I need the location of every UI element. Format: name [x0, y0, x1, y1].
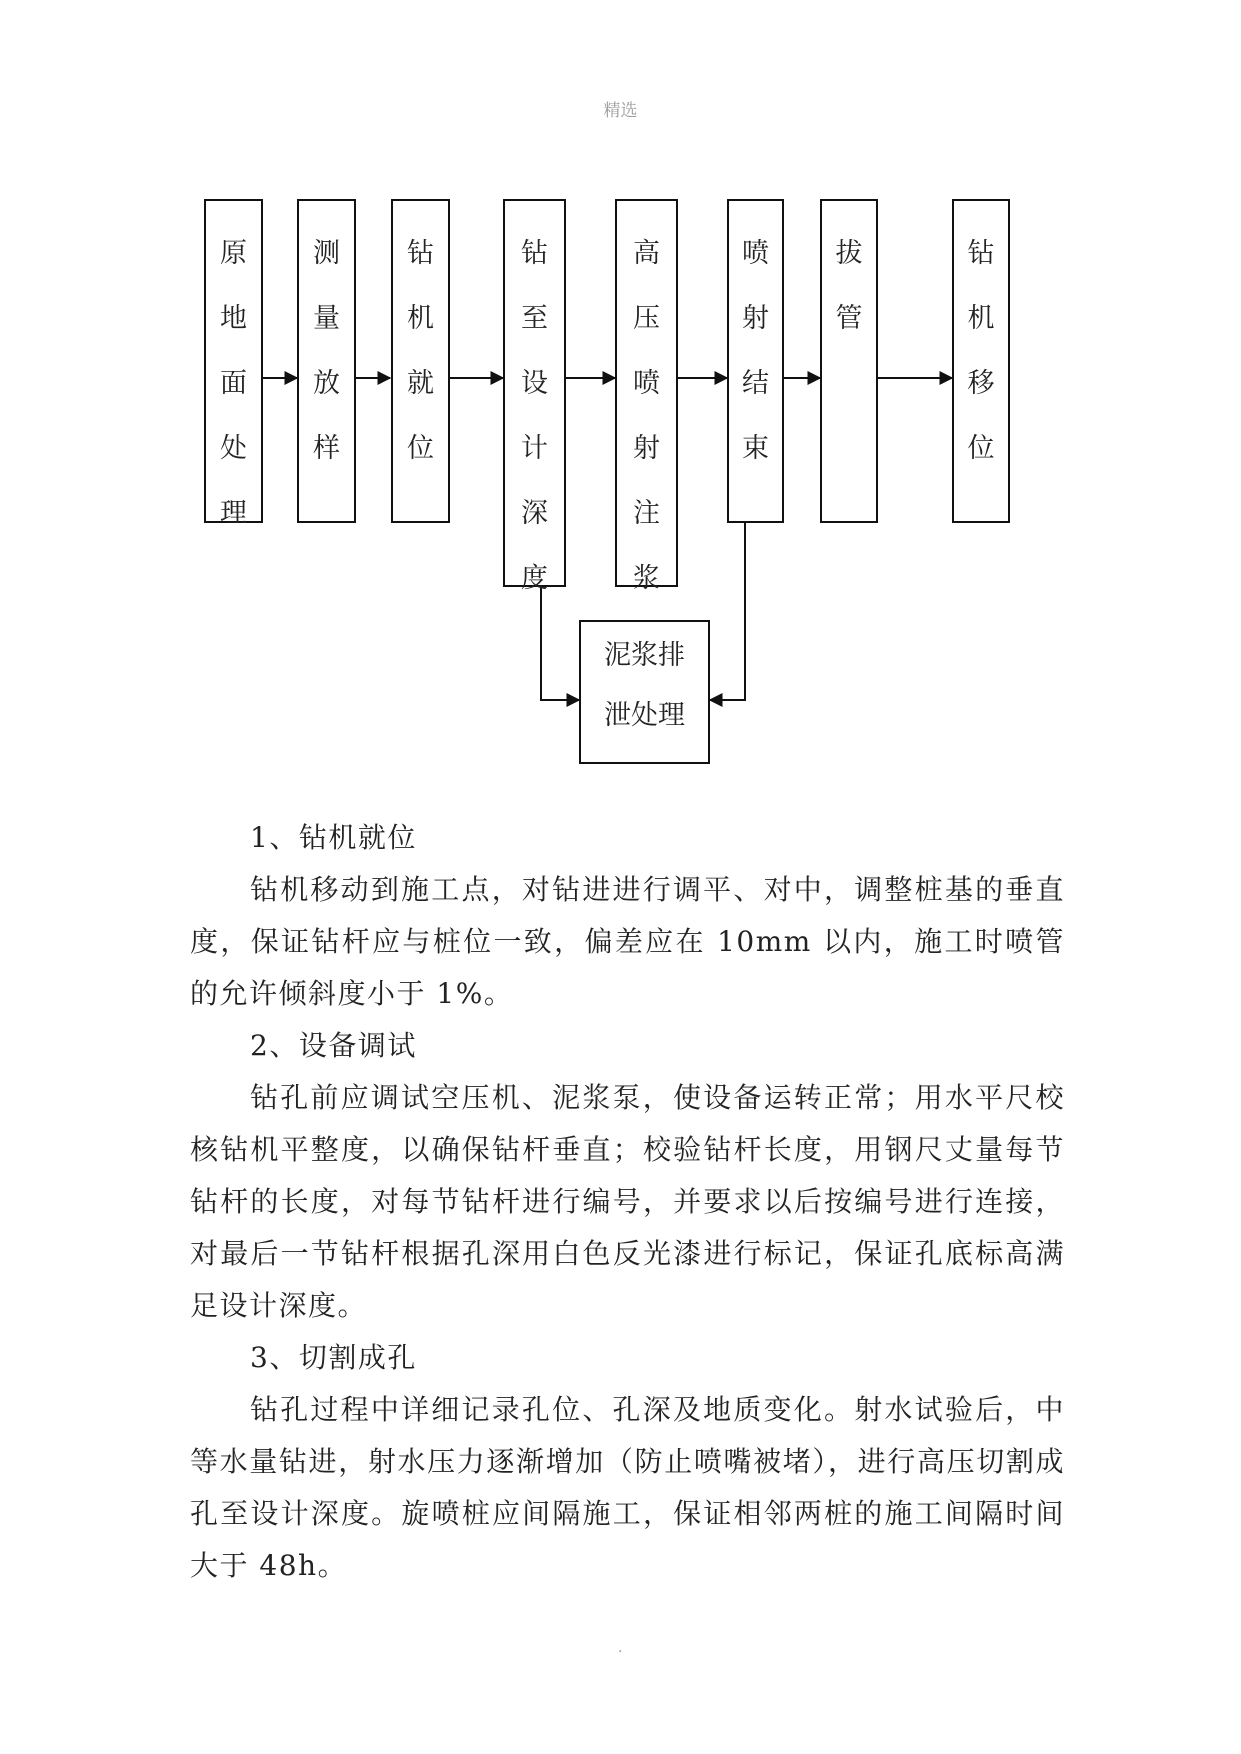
section-1-body: 钻机移动到施工点，对钻进进行调平、对中，调整桩基的垂直度，保证钻杆应与桩位一致，偏差应在 10mm 以内，施工时喷管的允许倾斜度小于 1%。 — [190, 873, 1065, 1010]
section-1-heading: 1、钻机就位 — [250, 821, 417, 854]
step-jet-end: 喷 射 结 束 — [727, 199, 784, 523]
step-rig-relocation: 钻 机 移 位 — [952, 199, 1010, 523]
step-drill-to-depth: 钻 至 设 计 深 度 — [503, 199, 566, 587]
section-3-heading: 3、切割成孔 — [250, 1341, 417, 1374]
step-survey-layout: 测 量 放 样 — [297, 199, 356, 523]
page-header: 精选 — [603, 101, 638, 121]
step-pull-pipe: 拔 管 — [820, 199, 878, 523]
mud-box-line-2: 泄处理 — [604, 700, 685, 731]
process-flowchart — [0, 0, 1241, 800]
footer-mark: . — [618, 1640, 623, 1656]
section-3-body: 钻孔过程中详细记录孔位、孔深及地质变化。射水试验后，中等水量钻进，射水压力逐渐增加（防止喷嘴被堵），进行高压切割成孔至设计深度。旋喷桩应间隔施工，保证相邻两桩的施工间隔时间大于 48h。 — [190, 1393, 1065, 1582]
body-text — [190, 812, 1065, 1592]
step-jet-grouting: 高 压 喷 射 注 浆 — [615, 199, 678, 587]
step-ground-treatment: 原 地 面 处 理 — [204, 199, 263, 523]
arrow-to-mud-right — [710, 523, 745, 700]
mud-box-line-1: 泥浆排 — [604, 640, 685, 671]
section-2-heading: 2、设备调试 — [250, 1029, 417, 1062]
mud-discharge-box — [579, 620, 710, 764]
section-2-body: 钻孔前应调试空压机、泥浆泵，使设备运转正常；用水平尺校核钻机平整度，以确保钻杆垂直；校验钻杆长度，用钢尺丈量每节钻杆的长度，对每节钻杆进行编号，并要求以后按编号进行连接，对最后一节钻杆根据孔深用白色反光漆进行标记，保证孔底标高满足设计深度。 — [190, 1081, 1065, 1322]
step-rig-positioning: 钻 机 就 位 — [391, 199, 450, 523]
